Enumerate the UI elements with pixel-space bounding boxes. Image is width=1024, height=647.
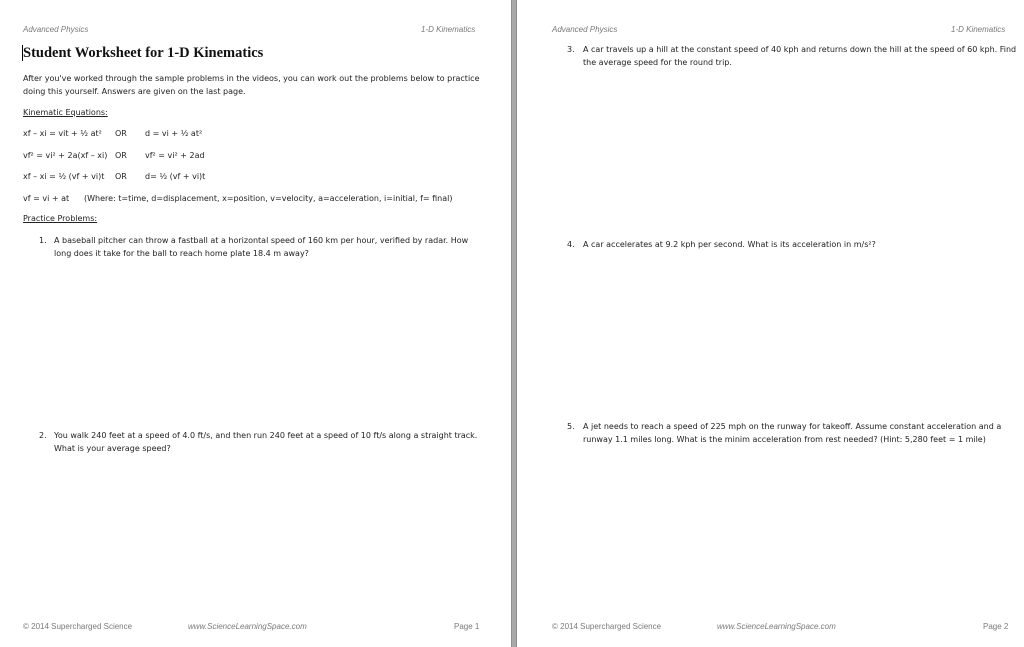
equation-1-or: OR [115,129,127,138]
problem-4-number: 4. [567,240,575,249]
header-left: Advanced Physics [23,25,89,34]
equation-3-or: OR [115,172,127,181]
equation-3-right: d= ½ (vf + vi)t [145,172,206,181]
header-left: Advanced Physics [552,25,618,34]
problem-1-number: 1. [39,236,47,245]
problem-2-line-2: What is your average speed? [54,444,171,453]
footer-page-number: Page 1 [454,622,480,631]
header-right: 1-D Kinematics [951,25,1006,34]
equation-legend: (Where: t=time, d=displacement, x=position, v=velocity, a=acceleration, i=initial, f= final) [84,194,453,203]
problem-1-line-2: long does it take for the ball to reach home plate 18.4 m away? [54,249,309,258]
practice-problems-heading: Practice Problems: [23,214,98,223]
intro-line-1: After you've worked through the sample problems in the videos, you can work out the problems below to practice [23,74,480,83]
kinematic-equations-heading: Kinematic Equations: [23,108,108,117]
equation-3-left: xf – xi = ½ (vf + vi)t [23,172,105,181]
page-title[interactable]: Student Worksheet for 1-D Kinematics [23,45,264,61]
problem-3-line-2: the average speed for the round trip. [583,58,732,67]
problem-1-line-1: A baseball pitcher can throw a fastball at a horizontal speed of 160 km per hour, verified by radar. How [54,236,469,245]
footer-copyright: © 2014 Supercharged Science [552,622,662,631]
problem-2-number: 2. [39,431,47,440]
footer-site: www.ScienceLearningSpace.com [717,622,836,631]
problem-4-line-1: A car accelerates at 9.2 kph per second. What is its acceleration in m/s²? [583,240,876,249]
header-right: 1-D Kinematics [421,25,476,34]
problem-5-number: 5. [567,422,575,431]
footer-site: www.ScienceLearningSpace.com [188,622,307,631]
equation-2-or: OR [115,151,127,160]
equation-1-right: d = vi + ½ at² [145,129,203,138]
document-page-2 [517,0,1024,647]
document-page-1 [0,0,511,647]
equation-1-left: xf – xi = vit + ½ at² [23,129,102,138]
footer-copyright: © 2014 Supercharged Science [23,622,133,631]
problem-3-line-1: A car travels up a hill at the constant speed of 40 kph and returns down the hill at the speed of 60 kph. Find [583,45,1017,54]
problem-5-line-1: A jet needs to reach a speed of 225 mph on the runway for takeoff. Assume constant acceleration and a [583,422,1002,431]
problem-3-number: 3. [567,45,575,54]
equation-4-left: vf = vi + at [23,194,70,203]
problem-5-line-2: runway 1.1 miles long. What is the minim acceleration from rest needed? (Hint: 5,280 feet = 1 mile) [583,435,986,444]
equation-2-right: vf² = vi² + 2ad [145,151,205,160]
equation-2-left: vf² = vi² + 2a(xf – xi) [23,151,108,160]
footer-page-number: Page 2 [983,622,1009,631]
intro-line-2: doing this yourself. Answers are given on the last page. [23,87,246,96]
problem-2-line-1: You walk 240 feet at a speed of 4.0 ft/s, and then run 240 feet at a speed of 10 ft/s along a straight track. [54,431,478,440]
